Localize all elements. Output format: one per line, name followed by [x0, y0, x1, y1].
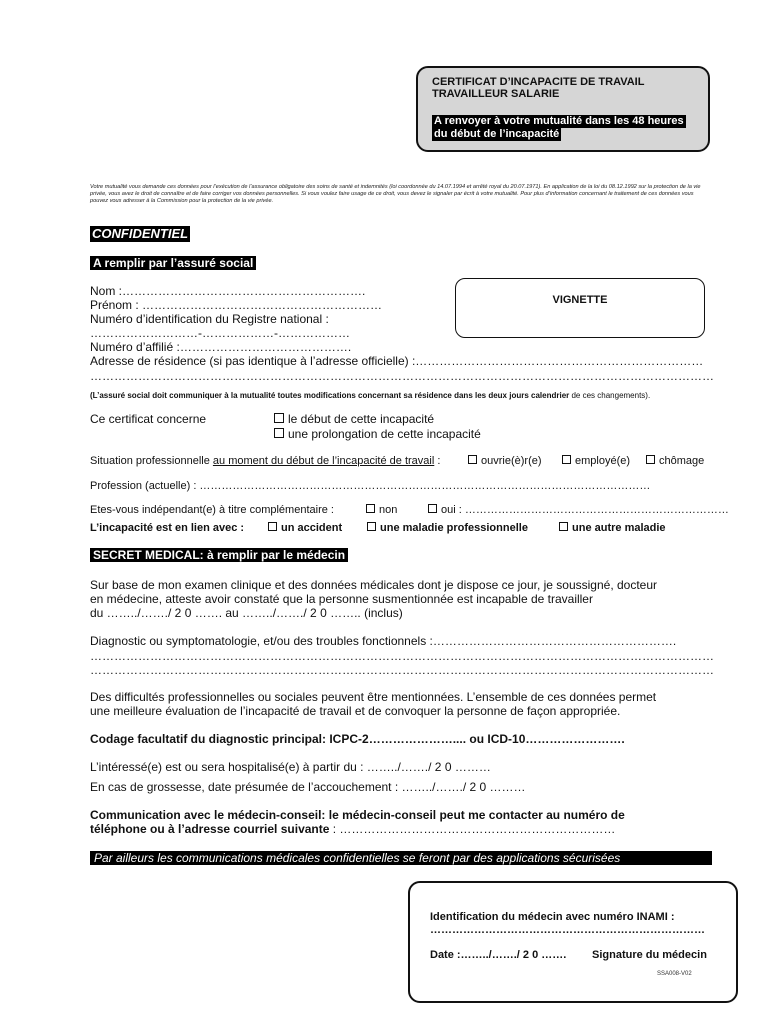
option-unemployed[interactable]: chômage	[646, 455, 704, 468]
independent-label: Etes-vous indépendant(e) à titre complémentaire :	[90, 504, 334, 516]
name-field[interactable]: Nom :…………………………………………………….	[90, 284, 366, 298]
diagnosis-coding-field[interactable]: Codage facultatif du diagnostic principal: ICPC-2………………….... ou ICD-10…………………….	[90, 732, 625, 746]
return-notice: A renvoyer à votre mutualité dans les 48 heures du début de l’incapacité	[434, 115, 684, 140]
exam-statement-line1: Sur base de mon examen clinique et des données médicales dont je dispose ce jour, je soussigné, docteur	[90, 578, 658, 592]
checkbox-other-disease[interactable]	[559, 522, 568, 531]
option-occupational-disease[interactable]: une maladie professionnelle	[367, 522, 528, 535]
difficulties-text-line1: Des difficultés professionnelles ou sociales peuvent être mentionnées. L’ensemble de ces données permet	[90, 690, 657, 704]
diagnostic-field-line3[interactable]: …………………………………………………………………………………………………………………………………………	[90, 663, 714, 677]
checkbox-prolongation[interactable]	[274, 428, 284, 438]
certificate-concerns-label: Ce certificat concerne	[90, 412, 207, 426]
address-field[interactable]: Adresse de résidence (si pas identique à l’adresse officielle) :………………………………………………………………	[90, 354, 704, 368]
checkbox-unemployed[interactable]	[646, 455, 655, 464]
form-reference: SSA008-V02	[657, 971, 692, 977]
residence-note: (L’assuré social doit communiquer à la mutualité toutes modifications concernant sa résidence dans les deux jours calendrier de ces changements).	[90, 391, 651, 400]
option-other-disease[interactable]: une autre maladie	[559, 522, 666, 535]
checkbox-occupational-disease[interactable]	[367, 522, 376, 531]
medical-section-heading: SECRET MEDICAL: à remplir par le médecin	[90, 548, 348, 562]
checkbox-independent-yes[interactable]	[428, 504, 437, 513]
difficulties-text-line2: une meilleure évaluation de l’incapacité de travail et de convoquer la personne de façon appropriée.	[90, 704, 621, 718]
option-independent-yes[interactable]: oui : ………………………………………………………………	[428, 504, 729, 517]
vignette-label: VIGNETTE	[552, 294, 608, 306]
checkbox-accident[interactable]	[268, 522, 277, 531]
doctor-signature-label: Signature du médecin	[592, 949, 707, 961]
insured-section-heading: A remplir par l’assuré social	[90, 256, 256, 270]
address-field-line2[interactable]: …………………………………………………………………………………………………………………………………………	[90, 369, 714, 383]
form-title: CERTIFICAT D’INCAPACITE DE TRAVAIL TRAVAILLEUR SALARIE	[432, 76, 645, 100]
profession-field[interactable]: Profession (actuelle) : ……………………………………………………………………………………………………………	[90, 480, 651, 492]
national-register-label: Numéro d’identification du Registre national :	[90, 312, 329, 326]
option-prolongation[interactable]: une prolongation de cette incapacité	[274, 427, 481, 441]
firstname-field[interactable]: Prénom : ……………………………………………………	[90, 298, 383, 312]
checkbox-start[interactable]	[274, 413, 284, 423]
confidential-label: CONFIDENTIEL	[92, 226, 189, 241]
affiliate-number-field[interactable]: Numéro d’affilié :…………………………………….	[90, 340, 352, 354]
doctor-identification-box	[408, 881, 738, 1003]
secure-communication-banner: Par ailleurs les communications médicales confidentielles se feront par des applications sécurisées	[90, 851, 712, 865]
checkbox-independent-no[interactable]	[366, 504, 375, 513]
option-accident[interactable]: un accident	[268, 522, 342, 535]
delivery-date-field[interactable]: En cas de grossesse, date présumée de l’accouchement : ……../……./ 2 0 ………	[90, 780, 526, 794]
exam-statement-line2: en médecine, atteste avoir constaté que la personne susmentionnée est incapable de travailler	[90, 592, 593, 606]
incapacity-period-field[interactable]: du ……../……./ 2 0 ……. au ……../……./ 2 0 …….. (inclus)	[90, 606, 403, 620]
option-start-incapacity[interactable]: le début de cette incapacité	[274, 412, 434, 426]
option-employee[interactable]: employé(e)	[562, 455, 630, 468]
diagnostic-field-line2[interactable]: …………………………………………………………………………………………………………………………………………	[90, 649, 714, 663]
checkbox-worker[interactable]	[468, 455, 477, 464]
diagnostic-field[interactable]: Diagnostic ou symptomatologie, et/ou des troubles fonctionnels :…………………………………………………….	[90, 634, 677, 648]
incapacity-link-label: L’incapacité est en lien avec :	[90, 522, 245, 534]
medical-advisor-contact-field[interactable]: téléphone ou à l’adresse courriel suivante : ……………………………………………………………	[90, 822, 616, 836]
checkbox-employee[interactable]	[562, 455, 571, 464]
national-register-field[interactable]: ………………………-………………-………………	[90, 326, 350, 340]
doctor-inami-label: Identification du médecin avec numéro INAMI :	[430, 911, 675, 923]
doctor-date-field[interactable]: Date :……../……./ 2 0 …….	[430, 949, 567, 961]
vignette-box	[455, 278, 705, 338]
professional-situation-label: Situation professionnelle au moment du début de l’incapacité de travail :	[90, 455, 441, 467]
option-worker[interactable]: ouvrie(è)r(e)	[468, 455, 542, 468]
privacy-notice: Votre mutualité vous demande ces données pour l’exécution de l’assurance obligatoire des soins de santé et indemnités (loi coordonnée du 14.07.1994 et arrêté royal du 20.07.1971). En application de la loi du 08.12.1992 sur la protection de la vie privée, vous avez le droit de connaître et de faire corriger vos données personnelles. Si vous voulez faire usage de ce droit, vous devez le signaler par écrit à votre mutualité. Pour plus d’information concernant le traitement de ces données vous pouvez vous adresser à la Commission pour la protection de la vie privée.	[90, 184, 701, 204]
option-independent-no[interactable]: non	[366, 504, 397, 517]
medical-advisor-contact-line1: Communication avec le médecin-conseil: le médecin-conseil peut me contacter au numéro de	[90, 808, 625, 822]
hospitalization-date-field[interactable]: L’intéressé(e) est ou sera hospitalisé(e) à partir du : ……../……./ 2 0 ………	[90, 760, 491, 774]
form-title-box	[416, 66, 710, 152]
doctor-inami-field[interactable]: …………………………………………………………………	[430, 924, 705, 936]
